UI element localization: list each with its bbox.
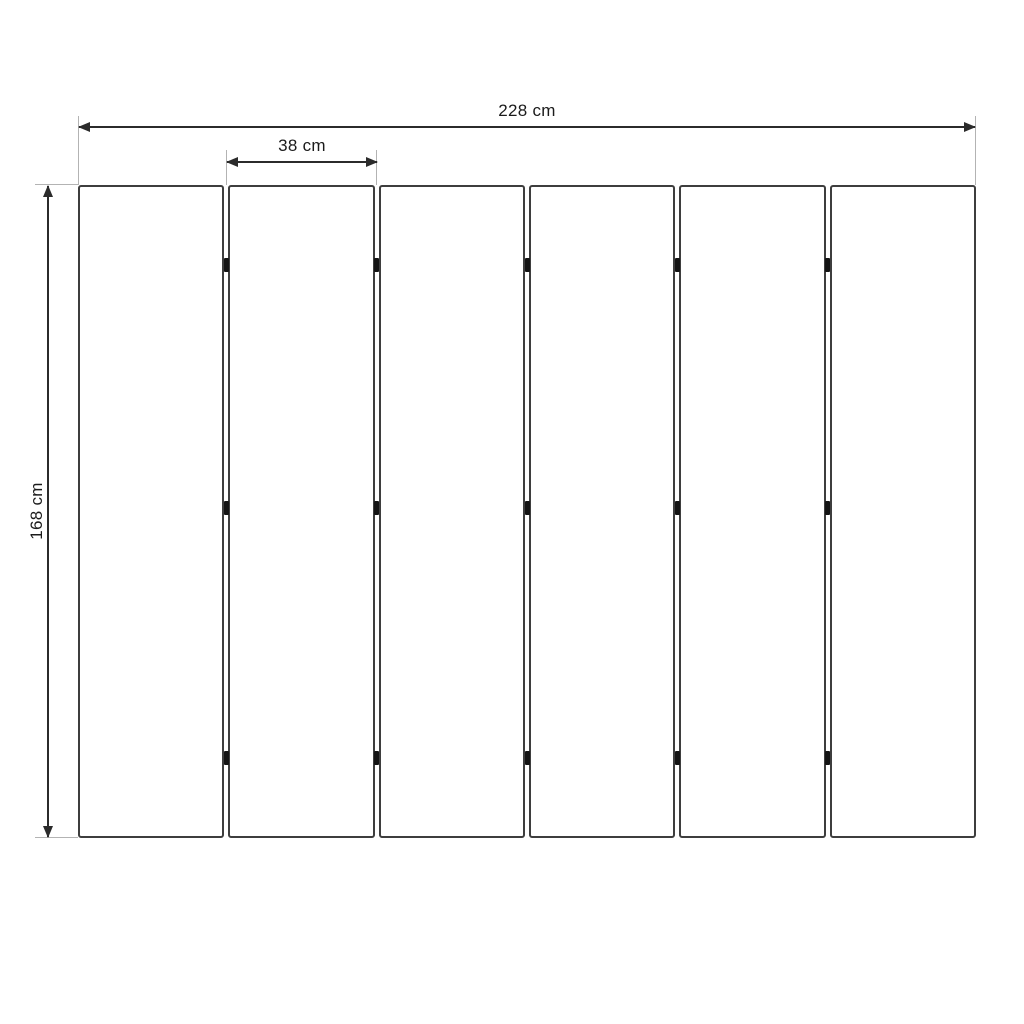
panel-row — [78, 185, 976, 838]
panel-3 — [379, 185, 525, 838]
arrowhead-right-icon — [964, 122, 976, 132]
panel-1 — [78, 185, 224, 838]
panel-4 — [529, 185, 675, 838]
height-label: 168 cm — [27, 482, 46, 540]
extension-line-height-bottom — [35, 837, 78, 838]
arrowhead-left-icon — [78, 122, 90, 132]
arrowhead-left-icon — [226, 157, 238, 167]
panel-6 — [830, 185, 976, 838]
dimension-line-total-width — [79, 126, 975, 128]
arrowhead-right-icon — [366, 157, 378, 167]
extension-line-height-top — [35, 184, 78, 185]
arrowhead-up-icon — [43, 185, 53, 197]
dimension-line-panel-width — [227, 161, 377, 163]
panel-2 — [228, 185, 374, 838]
panel-width-label: 38 cm — [278, 136, 326, 155]
arrowhead-down-icon — [43, 826, 53, 838]
total-width-label: 228 cm — [498, 101, 556, 120]
panel-5 — [679, 185, 825, 838]
dimension-line-height — [47, 186, 49, 837]
